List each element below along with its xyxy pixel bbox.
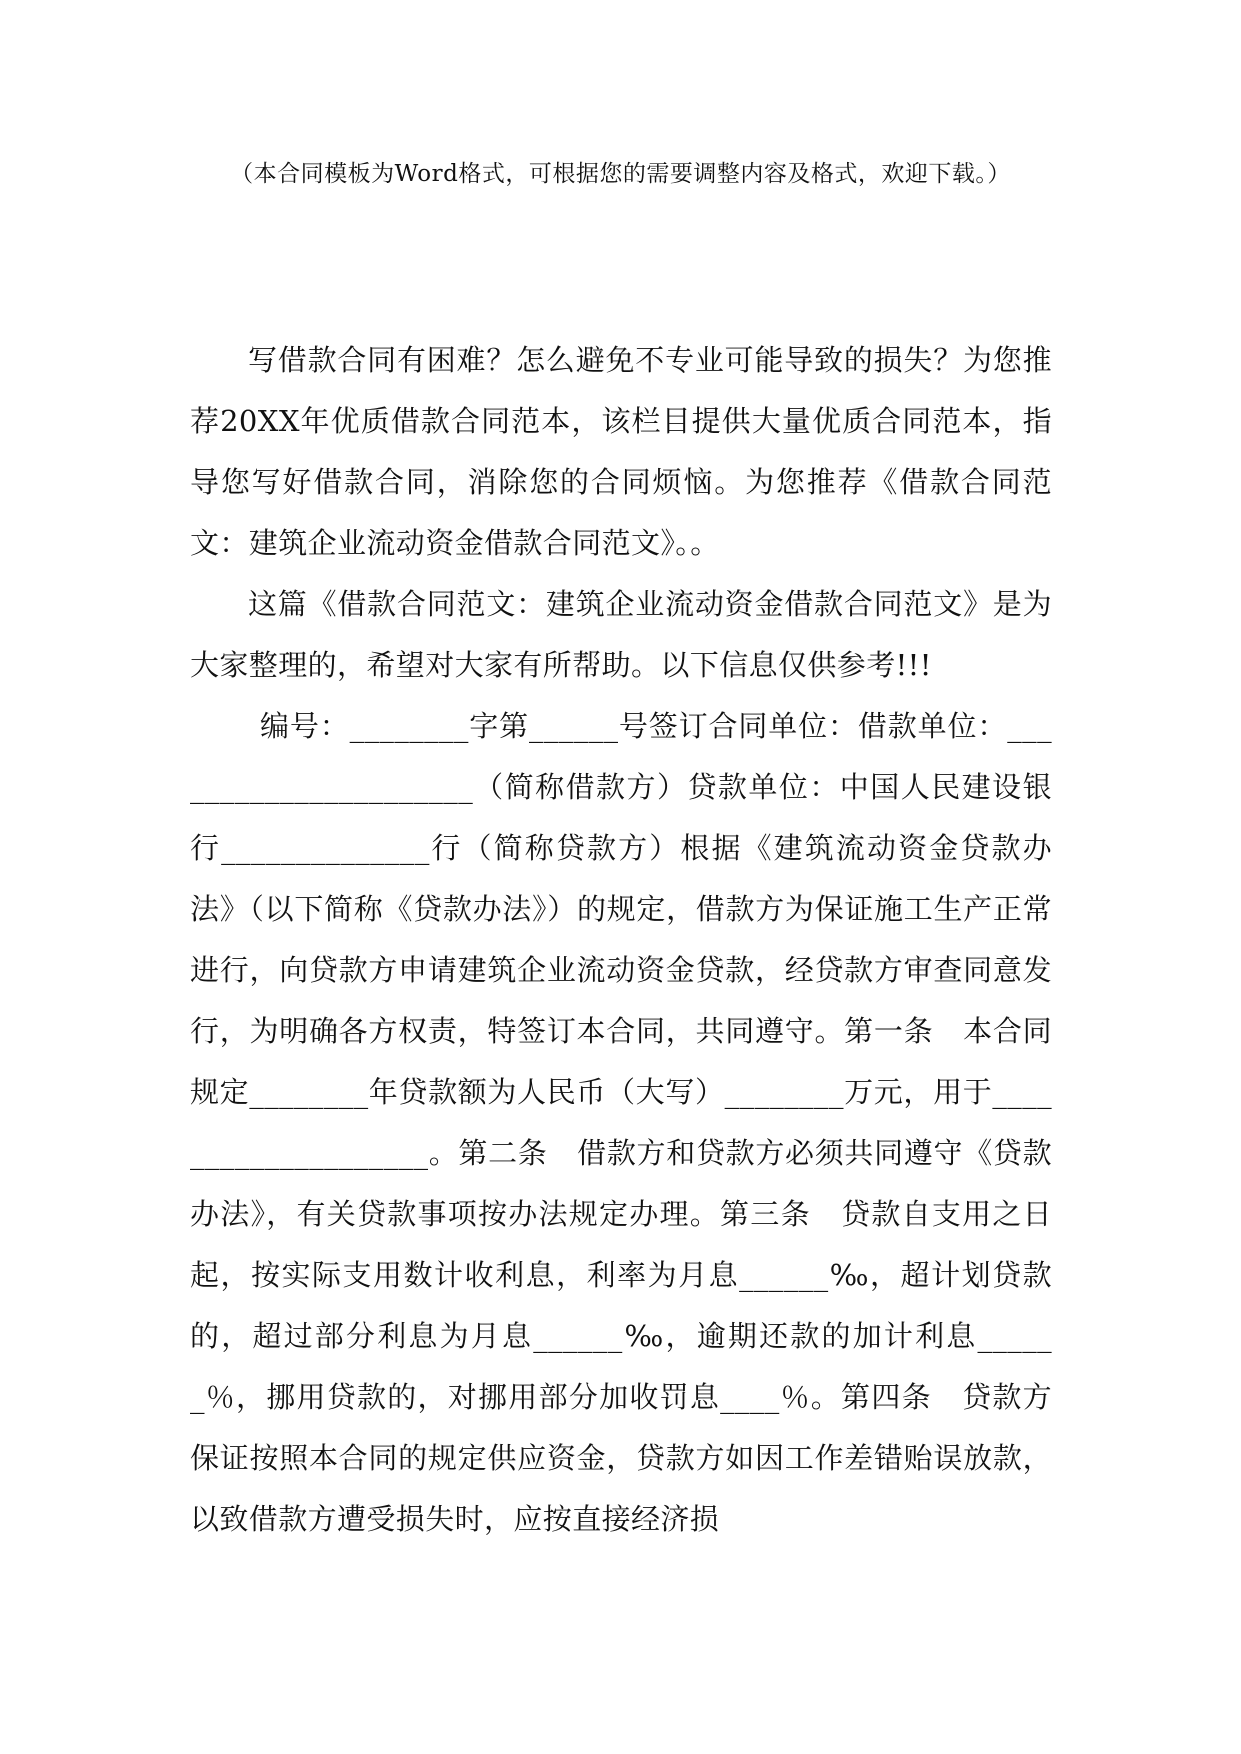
reference-paragraph: 这篇《借款合同范文：建筑企业流动资金借款合同范文》是为大家整理的，希望对大家有所帮助。以下信息仅供参考!!! xyxy=(190,587,1052,682)
intro-paragraph: 写借款合同有困难？怎么避免不专业可能导致的损失？为您推荐20XX年优质借款合同范本，该栏目提供大量优质合同范本，指导您写好借款合同，消除您的合同烦恼。为您推荐《借款合同范文：建筑企业流动资金借款合同范文》。。 xyxy=(190,343,1052,560)
document-body xyxy=(190,330,1052,1550)
contract-clauses-paragraph: 编号：________字第______号签订合同单位：借款单位：______________________（简称借款方）贷款单位：中国人民建设银行______________行（简称贷款方）根据《建筑流动资金贷款办法》（以下简称《贷款办法》）的规定，借款方为保证施工生产正常进行，向贷款方申请建筑企业流动资金贷款，经贷款方审查同意发行，为明确各方权责，特签订本合同，共同遵守。第一条 本合同规定________年贷款额为人民币（大写）________万元，用于____________________。第二条 借款方和贷款方必须共同遵守《贷款办法》，有关贷款事项按办法规定办理。第三条 贷款自支用之日起，按实际支用数计收利息，利率为月息______‰，超计划贷款的，超过部分利息为月息______‰，逾期还款的加计利息______％，挪用贷款的，对挪用部分加收罚息____％。第四条 贷款方保证按照本合同的规定供应资金，贷款方如因工作差错贻误放款，以致借款方遭受损失时，应按直接经济损 xyxy=(190,709,1052,1536)
template-note: （本合同模板为Word格式，可根据您的需要调整内容及格式，欢迎下载。） xyxy=(230,161,1011,187)
